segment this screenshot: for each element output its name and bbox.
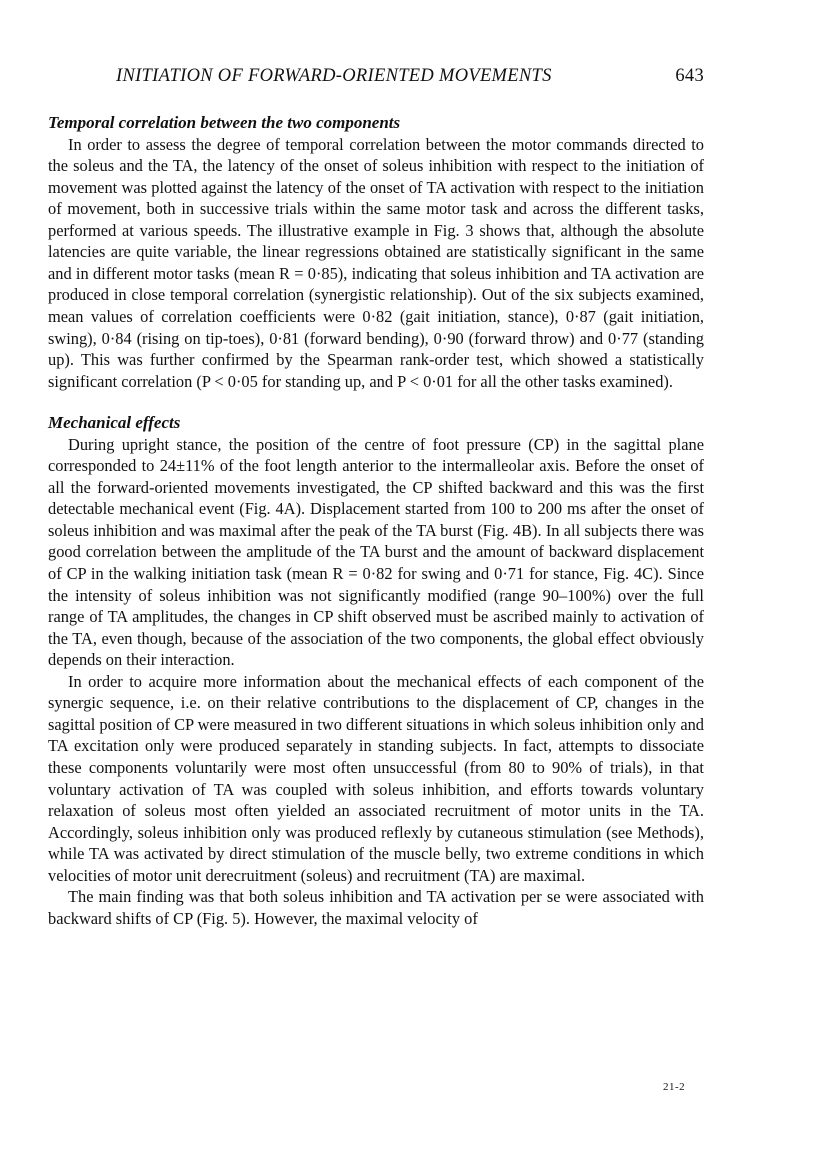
paragraph-temporal-correlation: In order to assess the degree of temporal correlation between the motor commands directed to the soleus and the TA, the latency of the onset of soleus inhibition with respect to the initiation of movement was plotted against the latency of the onset of TA activation with respect to the initiation of movement, both in successive trials within the same motor task and across the different tasks, performed at various speeds. The illustrative example in Fig. 3 shows that, although the absolute latencies are quite variable, the linear regressions obtained are statistically significant in the same and in different motor tasks (mean R = 0·85), indicating that soleus inhibition and TA activation are produced in close temporal correlation (synergistic relationship). Out of the six subjects examined, mean values of correlation coefficients were 0·82 (gait initiation, stance), 0·87 (gait initiation, swing), 0·84 (rising on tip-toes), 0·81 (forward bending), 0·90 (forward throw) and 0·77 (standing up). This was further confirmed by the Spearman rank-order test, which showed a statistically significant correlation (P < 0·05 for standing up, and P < 0·01 for all the other tasks examined). <box>48 134 704 391</box>
page-content <box>48 66 704 929</box>
paragraph-centre-of-pressure: During upright stance, the position of the centre of foot pressure (CP) in the sagittal plane corresponded to 24±11% of the foot length anterior to the intermalleolar axis. Before the onset of all the forward-oriented movements investigated, the CP shifted backward and this was the first detectable mechanical event (Fig. 4A). Displacement started from 100 to 200 ms after the onset of soleus inhibition and was maximal after the peak of the TA burst (Fig. 4B). In all subjects there was good correlation between the amplitude of the TA burst and the amount of backward displacement of CP in the walking initiation task (mean R = 0·82 for swing and 0·71 for stance, Fig. 4C). Since the intensity of soleus inhibition was not significantly modified (range 90–100%) over the full range of TA amplitudes, the changes in CP shift observed must be ascribed mainly to activation of the TA, even though, because of the association of the two components, the global effect obviously depends on their interaction. <box>48 434 704 670</box>
section-heading-temporal-correlation: Temporal correlation between the two components <box>48 113 401 132</box>
page-number: 643 <box>675 66 704 86</box>
signature-mark: 21-2 <box>663 1081 686 1093</box>
running-head <box>48 66 704 94</box>
paragraph-synergic-components: In order to acquire more information about the mechanical effects of each component of the synergic sequence, i.e. on their relative contributions to the displacement of CP, changes in the sagittal position of CP were measured in two different situations in which soleus inhibition only and TA excitation only were produced separately in standing subjects. In fact, attempts to dissociate these components voluntarily were most often unsuccessful (from 80 to 90% of trials), in that voluntary activation of TA was coupled with soleus inhibition, and efforts towards voluntary relaxation of soleus most often yielded an associated recruitment of motor units in the TA. Accordingly, soleus inhibition only was produced reflexly by cutaneous stimulation (see Methods), while TA was activated by direct stimulation of the muscle belly, two extreme conditions in which velocities of motor unit derecruitment (soleus) and recruitment (TA) are maximal. <box>48 671 704 885</box>
running-title: INITIATION OF FORWARD-ORIENTED MOVEMENTS <box>116 66 552 86</box>
paragraph-main-finding: The main finding was that both soleus inhibition and TA activation per se were associated with backward shifts of CP (Fig. 5). However, the maximal velocity of <box>48 887 704 928</box>
section-heading-mechanical-effects: Mechanical effects <box>48 413 181 433</box>
